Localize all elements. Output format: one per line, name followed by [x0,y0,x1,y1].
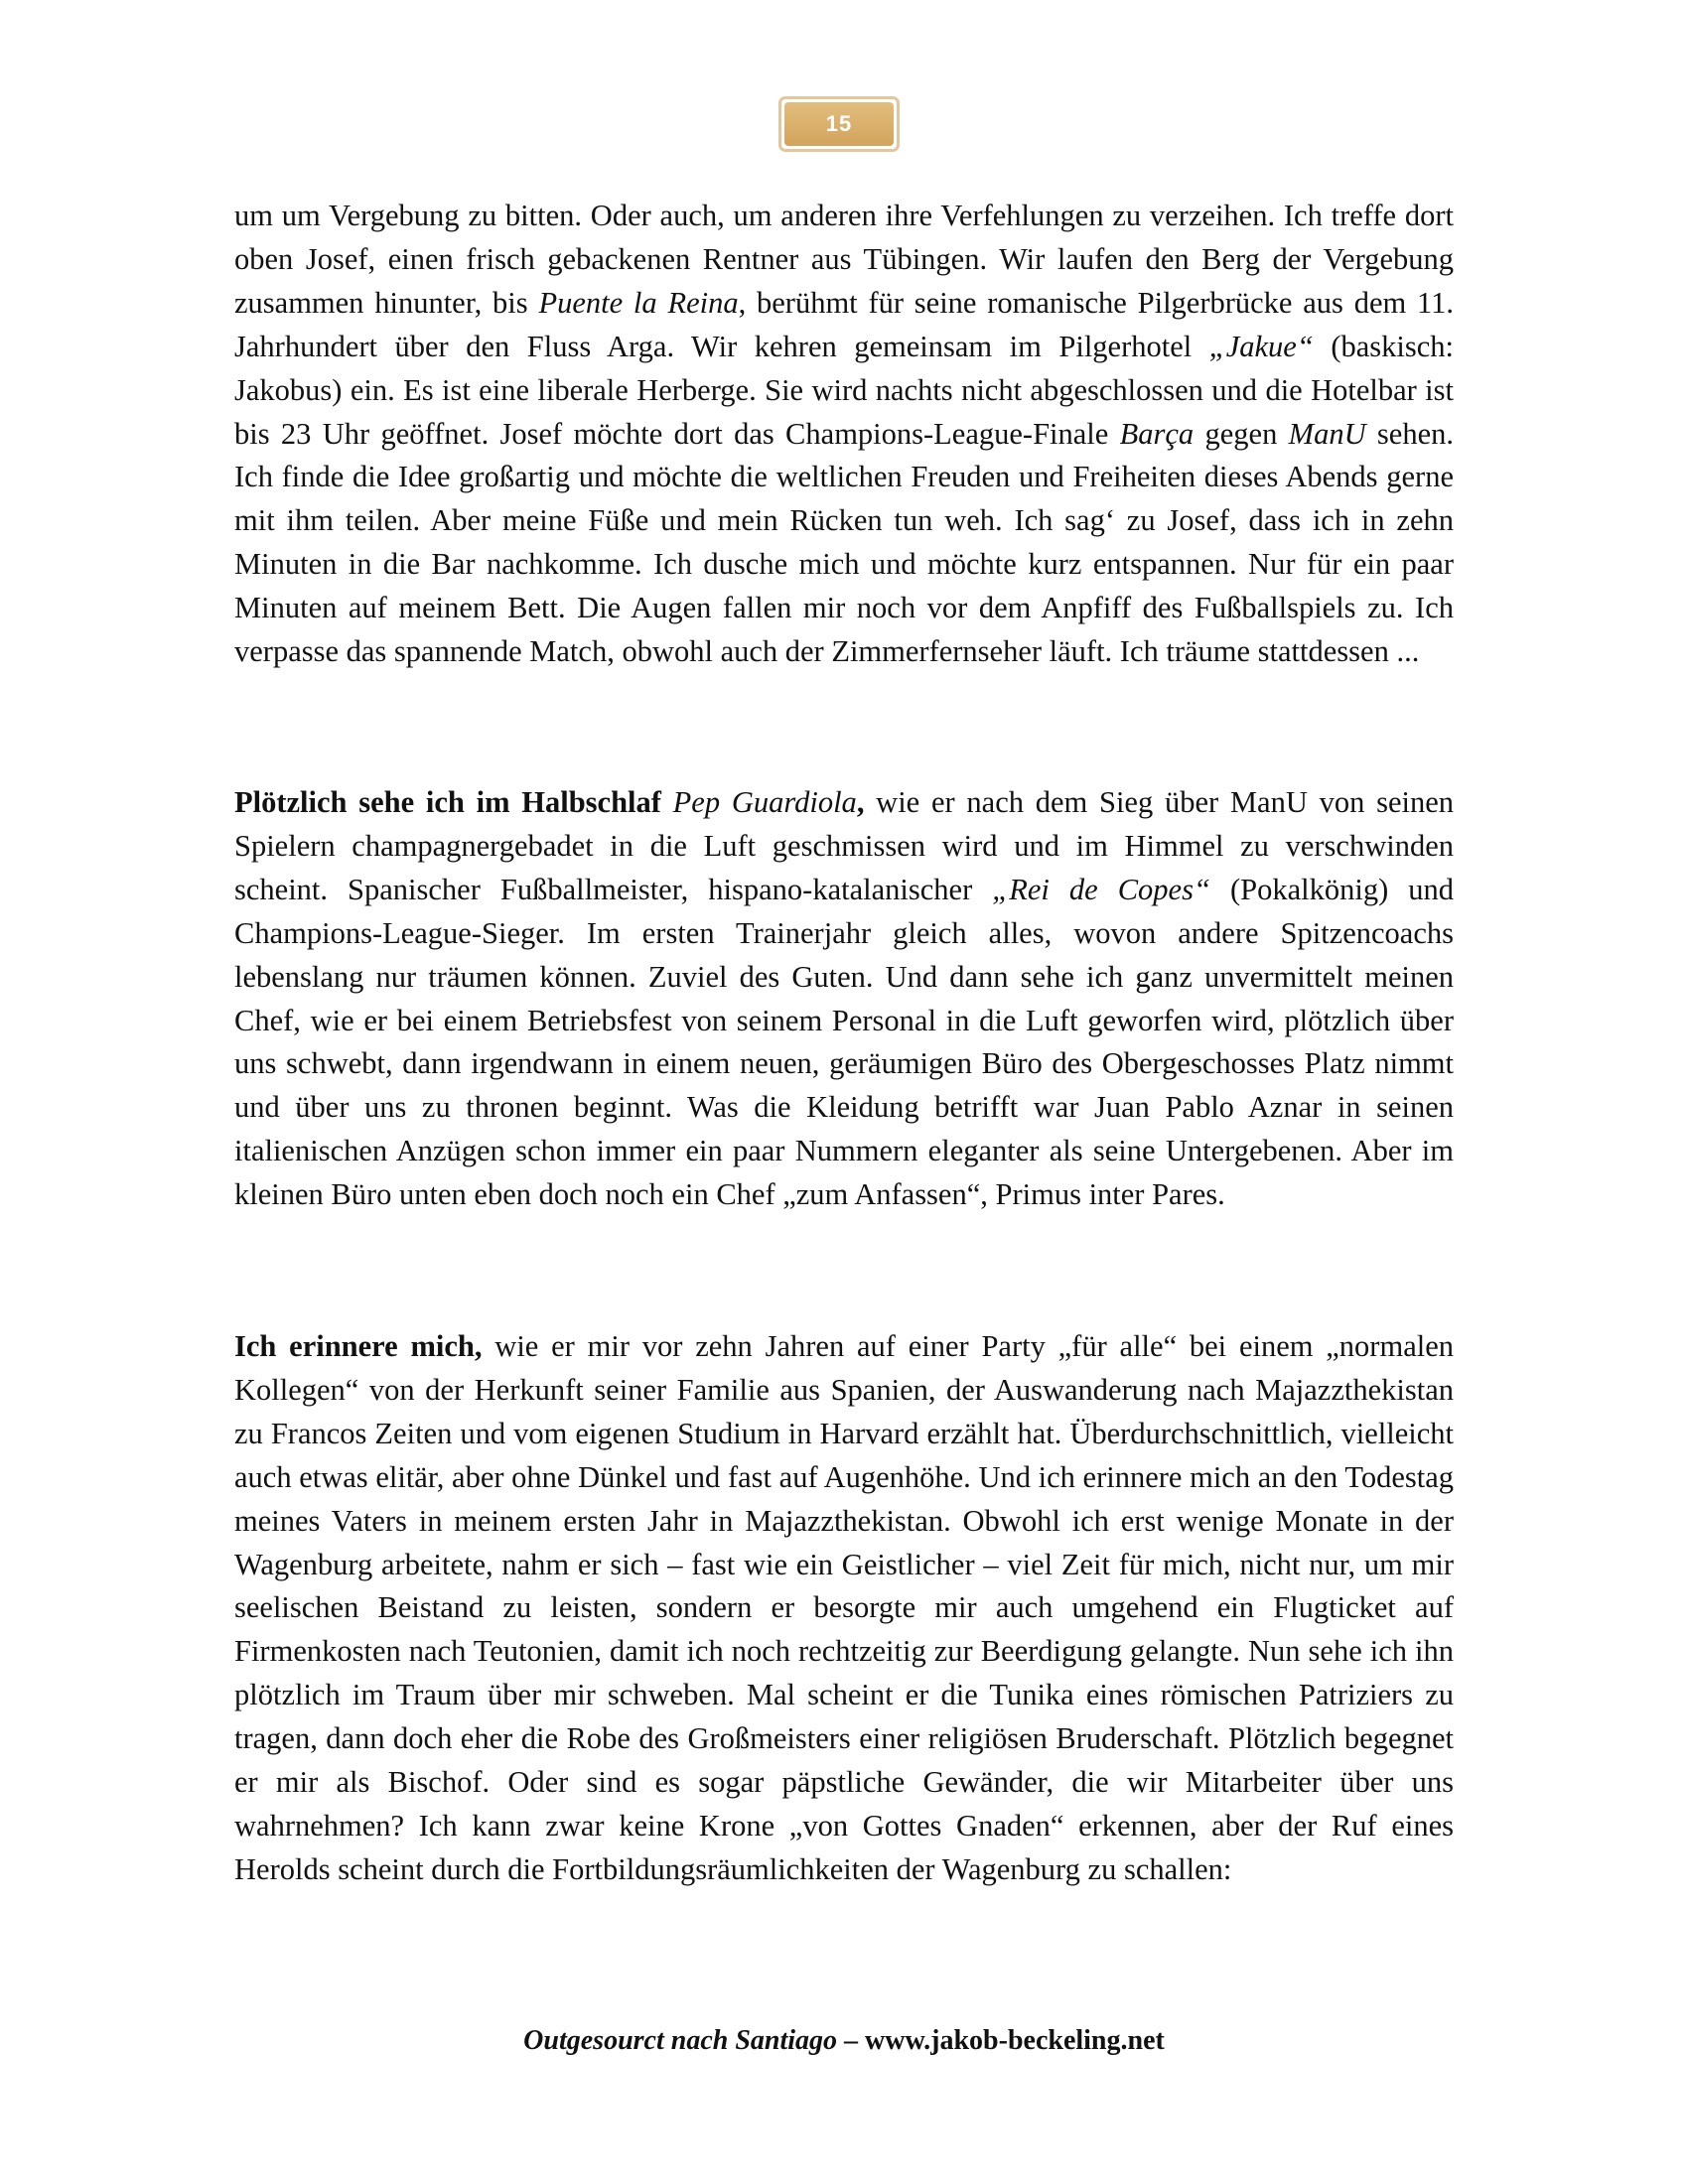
team-name-barca: Barça [1119,416,1195,451]
text-segment: um um Vergebung zu bitten. Oder auch, um anderen ihre Verfehlungen zu verzeihen. Ich treffe dort oben Josef, einen frisch gebackenen Rentner aus Tübingen. Wir laufen den Berg der Vergebung zusammen hinunter, bis [234,199,1454,320]
text-segment [661,785,673,819]
title-rei-de-copes: „Rei de Copes“ [992,872,1210,906]
page-number-badge [778,96,900,152]
book-title: Outgesourct nach Santiago [523,2025,838,2056]
text-segment: gegen [1194,416,1289,451]
paragraph-3 [234,1325,1454,1892]
footer-separator: – [844,2025,859,2056]
paragraph-2 [234,781,1454,1217]
text-segment: , [856,785,865,819]
hotel-name-jakue: „Jakue“ [1208,329,1314,363]
page-footer [0,2025,1688,2057]
text-segment: (Pokalkönig) und Champions-League-Sieger. Im ersten Trainerjahr gleich alles, wovon andere Spitzencoachs lebenslang nur träumen können. Zuviel des Guten. Und dann sehe ich ganz unvermittelt meinen Chef, wie er bei einem Betriebsfest von seinem Personal in die Luft geworfen wird, plötzlich über uns schwebt, dann irgendwann in einem neuen, geräumigen Büro des Obergeschosses Platz nimmt und über uns zu thronen beginnt. Was die Kleidung betrifft war Juan Pablo Aznar in seinen italienischen Anzügen schon immer ein paar Nummern eleganter als seine Untergebenen. Aber im kleinen Büro unten eben doch noch ein Chef „zum Anfassen“, Primus inter Pares. [234,872,1455,1212]
text-segment: , berühmt für seine romanische Pilgerbrücke aus dem 11. Jahrhundert über den Fluss Arga. Wir kehren gemeinsam im Pilgerhotel [234,285,1455,363]
text-segment: sehen. Ich finde die Idee großartig und möchte die weltlichen Freuden und Freiheiten dieses Abends gerne mit ihm teilen. Aber meine Füße und mein Rücken tun weh. Ich sag‘ zu Josef, dass ich in zehn Minuten in die Bar nachkomme. Ich dusche mich und möchte kurz entspannen. Nur für ein paar Minuten auf meinem Bett. Die Augen fallen mir noch vor dem Anpfiff des Fußballspiels zu. Ich verpasse das spannende Match, obwohl auch der Zimmerfernseher läuft. Ich träume stattdessen ... [234,416,1454,669]
website-url: www.jakob-beckeling.net [865,2025,1165,2056]
text-segment: (baskisch: Jakobus) ein. Es ist eine liberale Herberge. Sie wird nachts nicht abgeschlossen und die Hotelbar ist bis 23 Uhr geöffnet. Josef möchte dort das Champions-League-Finale [234,329,1454,451]
page-number: 15 [784,102,894,146]
text-segment: wie er nach dem Sieg über ManU von seinen Spielern champagnergebadet in die Luft geschmissen wird und im Himmel zu verschwinden scheint. Spanischer Fußballmeister, hispano-katalanischer [234,785,1455,906]
team-name-manu: ManU [1288,416,1366,451]
paragraph-1 [234,195,1454,674]
text-segment: wie er mir vor zehn Jahren auf einer Party „für alle“ bei einem „normalen Kollegen“ von der Herkunft seiner Familie aus Spanien, der Auswanderung nach Majazzthekistan zu Francos Zeiten und vom eigenen Studium in Harvard erzählt hat. Überdurchschnittlich, vielleicht auch etwas elitär, aber ohne Dünkel und fast auf Augenhöhe. Und ich erinnere mich an den Todestag meines Vaters in meinem ersten Jahr in Majazzthekistan. Obwohl ich erst wenige Monate in der Wagenburg arbeitete, nahm er sich – fast wie ein Geistlicher – viel Zeit für mich, nicht nur, um mir seelischen Beistand zu leisten, sondern er besorgte mir auch umgehend ein Flugticket auf Firmenkosten nach Teutonien, damit ich noch rechtzeitig zur Beerdigung gelangte. Nun sehe ich ihn plötzlich im Traum über mir schweben. Mal scheint er die Tunika eines römischen Patriziers zu tragen, dann doch eher die Robe des Großmeisters einer religiösen Bruderschaft. Plötzlich begegnet er mir als Bischof. Oder sind es sogar päpstliche Gewänder, die wir Mitarbeiter über uns wahrnehmen? Ich kann zwar keine Krone „von Gottes Gnaden“ erkennen, aber der Ruf eines Herolds scheint durch die Fortbildungsräumlichkeiten der Wagenburg zu schallen: [234,1329,1454,1886]
person-name-pep-guardiola: Pep Guardiola [672,785,857,819]
paragraph-lead-in: Ich erinnere mich, [234,1329,483,1363]
paragraph-lead-in: Plötzlich sehe ich im Halbschlaf [234,785,661,819]
place-name-puente-la-reina: Puente la Reina [538,285,739,320]
